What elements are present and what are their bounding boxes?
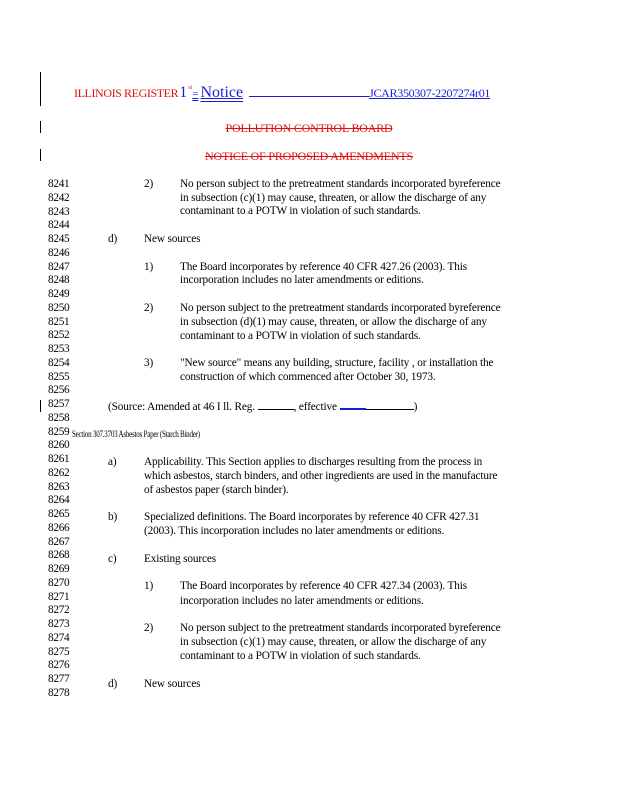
line-number: 8253 [48,343,70,355]
line-number: 8258 [48,411,70,424]
paragraph-line: Applicability. This Section applies to discharges resulting from the process in [144,456,483,468]
line-number: 8241 [48,178,70,190]
line-number: 8270 [48,576,70,589]
paragraph-line: of asbestos paper (starch binder). [144,484,289,496]
line-number: 8263 [48,480,70,493]
line-number: 8249 [48,288,70,300]
paragraph-line: The Board incorporates by reference 40 CFR 427.34 (2003). This [180,580,467,592]
line-number: 8269 [48,563,70,575]
list-marker: a) [108,456,117,468]
line-number: 8251 [48,315,70,328]
paragraph-line: in subsection (d)(1) may cause, threaten, or allow the discharge of any [180,316,487,328]
line-number: 8243 [48,205,70,218]
paragraph-line: contaminant to a POTW in violation of such standards. [180,205,421,217]
paragraph-line: in subsection (c)(1) may cause, threaten, or allow the discharge of any [180,192,487,204]
paragraph-line: No person subject to the pretreatment standards incorporated byreference [180,622,501,634]
line-number: 8278 [48,686,70,699]
notice-title: NOTICE OF PROPOSED AMENDMENTS [205,149,413,163]
line-number: 8262 [48,466,70,479]
line-number: 8257 [48,398,70,410]
paragraph-line: which asbestos, starch binders, and other ingredients are used in the manufacture [144,470,498,482]
line-number: 8272 [48,604,70,617]
jcar-code: JCAR350307-2207274r01 [369,86,491,100]
board-title: POLLUTION CONTROL BOARD [225,121,393,135]
line-number: 8244 [48,219,70,232]
line-number: 8256 [48,384,70,397]
paragraph-line: The Board incorporates by reference 40 CFR 427.26 (2003). This [180,261,467,273]
paragraph-line: contaminant to a POTW in violation of such standards. [180,330,421,342]
paragraph-line: incorporation includes no later amendments or editions. [180,274,424,286]
line-number: 8268 [48,549,70,562]
paragraph-line: "New source" means any building, structure, facility , or installation the [180,357,494,369]
section-heading: Section 307.3703 Asbestos Paper (Starch Binder) [72,429,200,439]
equals-mark: = [192,88,199,100]
list-marker: d) [108,678,118,690]
line-number: 8266 [48,521,70,534]
list-marker: 2) [144,622,154,634]
change-bar [40,400,41,412]
line-number: 8255 [48,370,70,383]
line-number: 8271 [48,590,70,603]
paragraph-line: Specialized definitions. The Board incorporates by reference 40 CFR 427.31 [144,511,480,523]
line-number: 8247 [48,260,70,273]
register-header [74,84,490,102]
line-number: 8260 [48,439,70,452]
paragraph-line: No person subject to the pretreatment standards incorporated byreference [180,302,501,314]
change-bar [40,72,41,106]
paragraph-line: No person subject to the pretreatment standards incorporated byreference [180,178,501,190]
notice-label: Notice [200,84,244,101]
register-number: 1st [179,84,193,101]
list-marker: b) [108,511,118,523]
list-marker: 1) [144,261,154,273]
line-number: 8264 [48,494,70,507]
list-marker: 2) [144,302,154,314]
line-number: 8252 [48,329,70,342]
header-fill-line [249,86,369,97]
paragraph-line: incorporation includes no later amendments or editions. [180,595,424,607]
line-number: 8273 [48,618,70,630]
register-title: ILLINOIS REGISTER [74,86,179,100]
line-number: 8254 [48,356,70,369]
line-number: 8242 [48,191,70,204]
paragraph-line: construction of which commenced after October 30, 1973. [180,371,436,383]
line-number: 8261 [48,453,70,465]
list-marker: 1) [144,580,154,592]
line-number: 8267 [48,535,70,548]
paragraph-line: in subsection (c)(1) may cause, threaten, or allow the discharge of any [180,636,487,648]
subsection-heading: New sources [144,678,201,690]
line-number: 8274 [48,631,70,644]
list-marker: 3) [144,357,154,369]
subsection-heading: New sources [144,233,201,245]
line-number: 8275 [48,645,70,658]
subsection-heading: Existing sources [144,553,216,565]
blank-line [340,400,414,410]
list-marker: c) [108,553,117,565]
line-number: 8277 [48,673,70,685]
blank-line [258,400,294,410]
line-number: 8265 [48,508,70,520]
line-number: 8246 [48,246,70,259]
paragraph-line: (2003). This incorporation includes no later amendments or editions. [144,525,445,537]
list-marker: 2) [144,178,154,190]
line-number: 8259 [48,425,70,438]
line-number: 8245 [48,233,70,245]
paragraph-line: contaminant to a POTW in violation of such standards. [180,650,421,662]
list-marker: d) [108,233,118,245]
source-note: (Source: Amended at 46 I ll. Reg. , effective ) [108,401,418,413]
line-number: 8250 [48,301,70,314]
line-number: 8248 [48,274,70,287]
line-number: 8276 [48,659,70,672]
